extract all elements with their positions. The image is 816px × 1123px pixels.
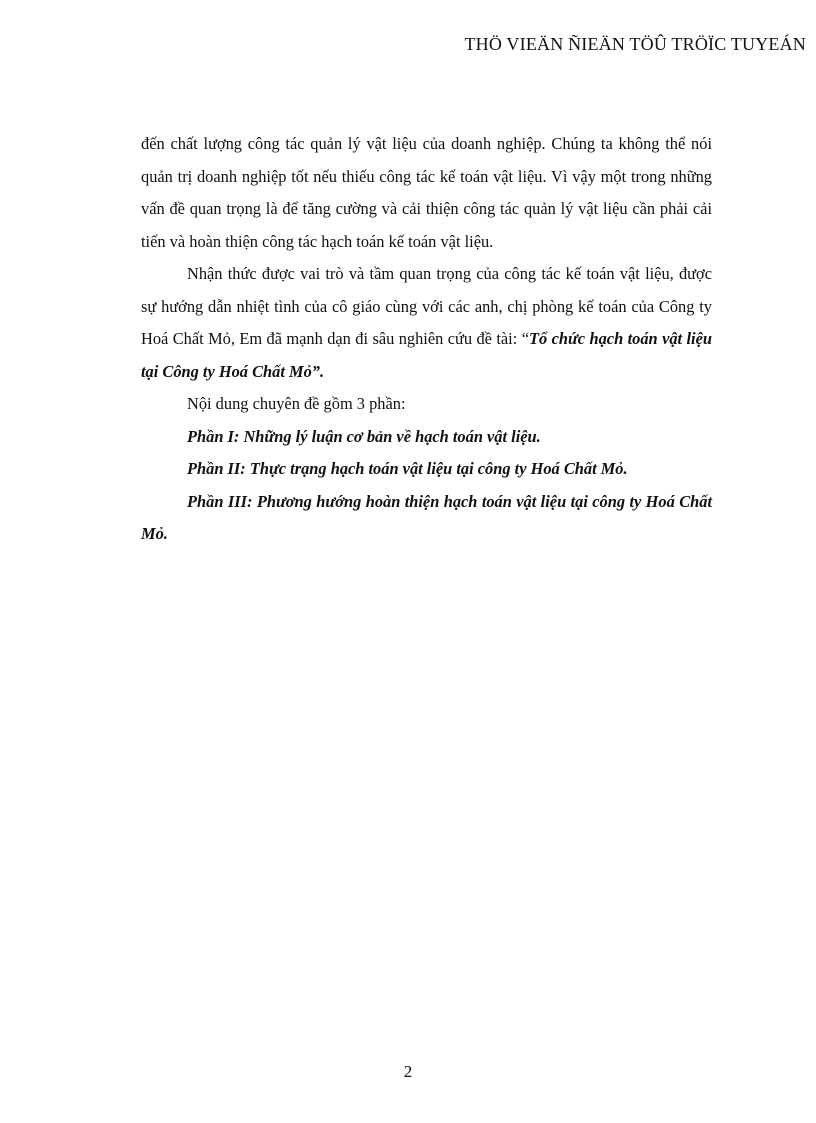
part-3-heading: Phần III: Phương hướng hoàn thiện hạch toán vật liệu tại công ty Hoá Chất Mỏ. (141, 491, 712, 543)
document-body (141, 128, 712, 551)
page-header-title: THÖ VIEÄN ÑIEÄN TÖÛ TRÖÏC TUYEÁN (464, 34, 806, 54)
paragraph-2-text: Nhận thức được vai trò và tầm quan trọng của công tác kế toán vật liệu, được sự hướng dẫn nhiệt tình của cô giáo cùng với các anh, chị phòng kế toán của Công ty Hoá Chất Mỏ, Em đã mạnh dạn đi sâu nghiên cứu đề tài: “ (141, 264, 712, 348)
paragraph-3: Nội dung chuyên đề gồm 3 phần: (187, 394, 406, 413)
paragraph-2 (141, 258, 712, 388)
part-1-heading: Phần I: Những lý luận cơ bản về hạch toán vật liệu. (187, 426, 541, 446)
page-number: 2 (403, 1062, 413, 1081)
part-2-heading: Phần II: Thực trạng hạch toán vật liệu tại công ty Hoá Chất Mỏ. (187, 459, 628, 478)
paragraph-1: đến chất lượng công tác quản lý vật liệu của doanh nghiệp. Chúng ta không thể nói quản trị doanh nghiệp tốt nếu thiếu công tác kế toán vật liệu. Vì vậy một trong những vấn đề quan trọng là để tăng cường và cải thiện công tác quản lý vật liệu cần phải cải tiến và hoàn thiện công tác hạch toán kế toán vật liệu. (141, 134, 712, 251)
topic-title: Tổ chức hạch toán vật liệu tại Công ty Hoá Chất Mỏ”. (141, 329, 712, 381)
